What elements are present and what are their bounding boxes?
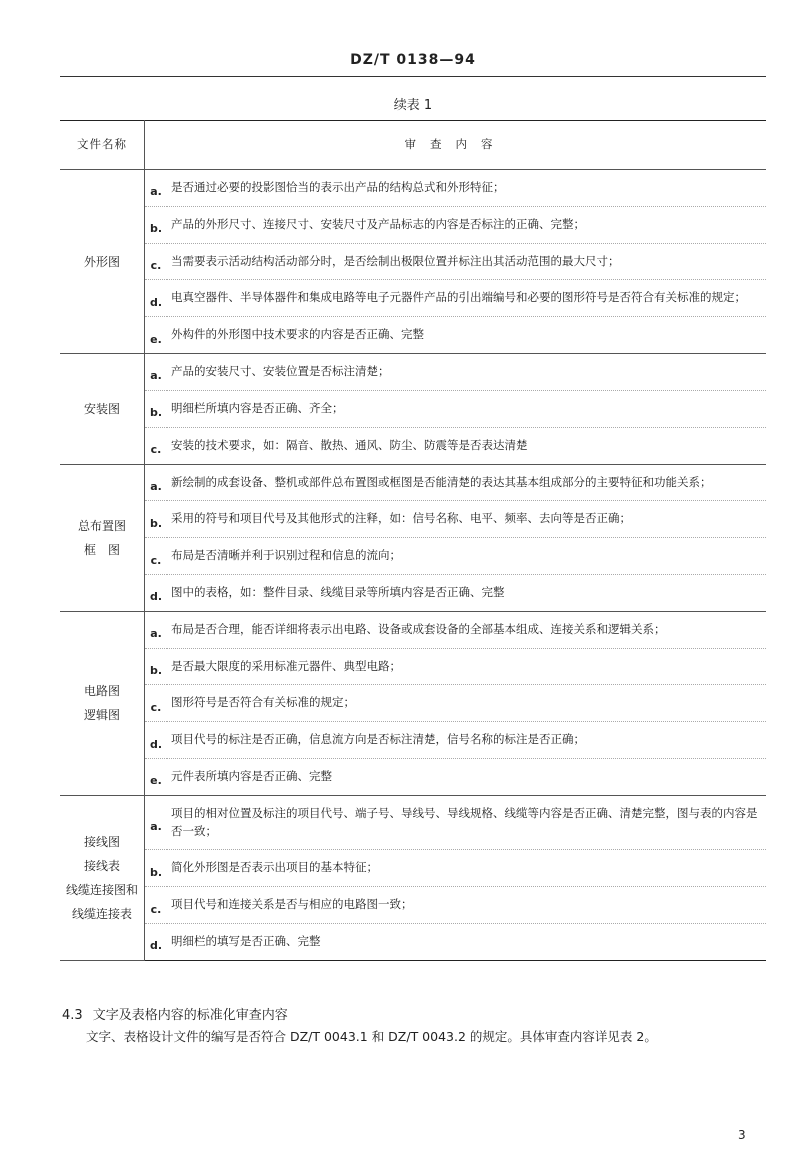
item-marker: c. [145, 887, 168, 924]
section-title: 文字及表格内容的标准化审查内容 [92, 1008, 288, 1023]
table-row [60, 648, 766, 685]
item-marker: a. [145, 464, 168, 501]
item-text: 项目的相对位置及标注的项目代号、端子号、导线号、导线规格、线缆等内容是否正确、清楚完整，图与表的内容是否一致； [167, 795, 766, 850]
item-text: 图中的表格，如：整件目录、线缆目录等所填内容是否正确、完整 [167, 574, 766, 611]
table-header-row [60, 121, 766, 170]
table-row [60, 464, 766, 501]
item-marker: c. [145, 427, 168, 464]
item-marker: b. [145, 850, 168, 887]
item-text: 明细栏所填内容是否正确、齐全； [167, 390, 766, 427]
review-table [60, 120, 766, 961]
header-rule [60, 76, 766, 77]
table-caption: 续表 1 [393, 98, 433, 113]
item-text: 新绘制的成套设备、整机或部件总布置图或框图是否能清楚的表达其基本组成部分的主要特征和功能关系； [167, 464, 766, 501]
item-marker: d. [145, 924, 168, 961]
item-marker: e. [145, 759, 168, 796]
table-row [60, 722, 766, 759]
item-marker: e. [145, 317, 168, 354]
table-row [60, 501, 766, 538]
item-text: 明细栏的填写是否正确、完整 [167, 924, 766, 961]
table-row [60, 611, 766, 648]
file-name-cell: 安装图 [60, 354, 145, 464]
item-text: 简化外形图是否表示出项目的基本特征； [167, 850, 766, 887]
table-row [60, 317, 766, 354]
item-marker: a. [145, 611, 168, 648]
item-marker: a. [145, 795, 168, 850]
section-heading [62, 1004, 298, 1023]
item-text: 是否最大限度的采用标准元器件、典型电路； [167, 648, 766, 685]
item-text: 项目代号和连接关系是否与相应的电路图一致； [167, 887, 766, 924]
table-row [60, 795, 766, 850]
item-text: 当需要表示活动结构活动部分时，是否绘制出极限位置并标注出其活动范围的最大尺寸； [167, 243, 766, 280]
table-row [60, 850, 766, 887]
item-marker: a. [145, 354, 168, 391]
item-text: 电真空器件、半导体器件和集成电路等电子元器件产品的引出端编号和必要的图形符号是否符合有关标准的规定； [167, 280, 766, 317]
item-text: 采用的符号和项目代号及其他形式的注释，如：信号名称、电平、频率、去向等是否正确； [167, 501, 766, 538]
item-text: 安装的技术要求，如：隔音、散热、通风、防尘、防震等是否表达清楚 [167, 427, 766, 464]
table-row [60, 354, 766, 391]
item-marker: d. [145, 574, 168, 611]
page-number: 3 [738, 1128, 746, 1142]
item-marker: d. [145, 722, 168, 759]
item-text: 图形符号是否符合有关标准的规定； [167, 685, 766, 722]
section-paragraph: 文字、表格设计文件的编写是否符合 DZ/T 0043.1 和 DZ/T 0043.2 的规定。具体审查内容详见表 2。 [86, 1029, 657, 1044]
table-row [60, 243, 766, 280]
item-marker: c. [145, 243, 168, 280]
table-row [60, 206, 766, 243]
item-marker: a. [145, 170, 168, 207]
item-text: 产品的外形尺寸、连接尺寸、安装尺寸及产品标志的内容是否标注的正确、完整； [167, 206, 766, 243]
item-text: 布局是否清晰并利于识别过程和信息的流向； [167, 538, 766, 575]
table-row [60, 924, 766, 961]
item-text: 元件表所填内容是否正确、完整 [167, 759, 766, 796]
file-name-cell: 电路图 逻辑图 [60, 611, 145, 795]
item-marker: d. [145, 280, 168, 317]
item-marker: b. [145, 206, 168, 243]
table-row [60, 170, 766, 207]
item-text: 是否通过必要的投影图恰当的表示出产品的结构总式和外形特征； [167, 170, 766, 207]
table-row [60, 759, 766, 796]
document-header: DZ/T 0138—94 [350, 52, 476, 68]
item-text: 产品的安装尺寸、安装位置是否标注清楚； [167, 354, 766, 391]
item-marker: b. [145, 648, 168, 685]
file-name-cell: 外形图 [60, 170, 145, 354]
file-name-cell: 接线图 接线表 线缆连接图和 线缆连接表 [60, 795, 145, 960]
table-row [60, 887, 766, 924]
section-number: 4.3 [62, 1008, 83, 1023]
table-row [60, 574, 766, 611]
table-body [60, 170, 766, 961]
table-row [60, 280, 766, 317]
item-marker: c. [145, 538, 168, 575]
table-row [60, 538, 766, 575]
table-row [60, 427, 766, 464]
item-marker: c. [145, 685, 168, 722]
table-row [60, 390, 766, 427]
item-marker: b. [145, 501, 168, 538]
item-text: 外构件的外形图中技术要求的内容是否正确、完整 [167, 317, 766, 354]
item-text: 布局是否合理，能否详细将表示出电路、设备或成套设备的全部基本组成、连接关系和逻辑关系； [167, 611, 766, 648]
table-row [60, 685, 766, 722]
item-marker: b. [145, 390, 168, 427]
file-name-cell: 总布置图 框 图 [60, 464, 145, 611]
item-text: 项目代号的标注是否正确，信息流方向是否标注清楚，信号名称的标注是否正确； [167, 722, 766, 759]
header-review-content: 审查内容 [145, 121, 767, 170]
header-file-name: 文件名称 [60, 121, 145, 170]
